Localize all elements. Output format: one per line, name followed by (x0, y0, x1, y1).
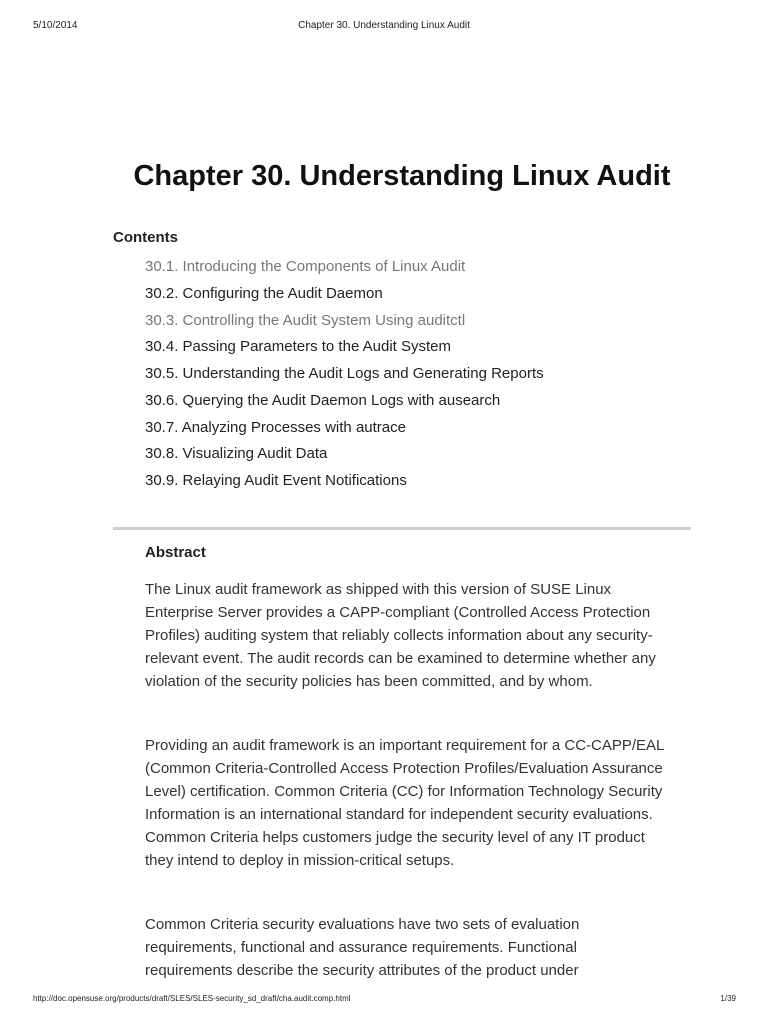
page-number: 1/39 (720, 994, 736, 1003)
print-date: 5/10/2014 (33, 20, 78, 31)
toc-link-30-2[interactable]: 30.2. Configuring the Audit Daemon (145, 284, 383, 302)
toc-link-30-9[interactable]: 30.9. Relaying Audit Event Notifications (145, 472, 407, 489)
toc-link-30-3[interactable]: 30.3. Controlling the Audit System Using auditctl (145, 311, 466, 329)
abstract-paragraph-2: Providing an audit framework is an important requirement for a CC-CAPP/EAL (Common Criteria-Controlled Access Protection Profiles/Evaluation Assurance Level) certification. Common Criteria (CC) for Information Technology Security Information is an international standard for independent security evaluations. Common Criteria helps customers judge the security level of any IT product they intend to deploy in mission-critical setups. (145, 737, 664, 869)
toc-link-30-6[interactable]: 30.6. Querying the Audit Daemon Logs with ausearch (145, 391, 501, 409)
contents-heading: Contents (113, 229, 178, 246)
chapter-title: Chapter 30. Understanding Linux Audit (133, 160, 671, 192)
toc-link-30-5[interactable]: 30.5. Understanding the Audit Logs and Generating Reports (145, 365, 544, 382)
abstract-paragraph-1: The Linux audit framework as shipped with this version of SUSE Linux Enterprise Server provides a CAPP-compliant (Controlled Access Protection Profiles) auditing system that reliably collects information about any security-relevant event. The audit records can be examined to determine whether any violation of the security policies has been committed, and by whom. (145, 581, 656, 690)
toc-link-30-7[interactable]: 30.7. Analyzing Processes with autrace (145, 418, 406, 436)
toc-link-30-4[interactable]: 30.4. Passing Parameters to the Audit System (145, 338, 451, 356)
table-of-contents (145, 256, 544, 497)
print-footer (0, 992, 768, 1024)
abstract-paragraph-3: Common Criteria security evaluations have two sets of evaluation requirements, functional and assurance requirements. Functional requirements describe the security attributes of the product under (145, 916, 580, 979)
print-header (0, 20, 768, 34)
toc-link-30-1[interactable]: 30.1. Introducing the Components of Linux Audit (145, 258, 466, 275)
abstract-heading: Abstract (145, 544, 206, 561)
abstract-body (145, 578, 667, 1000)
toc-link-30-8[interactable]: 30.8. Visualizing Audit Data (145, 445, 328, 463)
print-doc-title: Chapter 30. Understanding Linux Audit (298, 20, 470, 31)
section-divider (113, 527, 691, 530)
print-url: http://doc.opensuse.org/products/draft/SLES/SLES-security_sd_draft/cha.audit.comp.html (33, 994, 351, 1003)
